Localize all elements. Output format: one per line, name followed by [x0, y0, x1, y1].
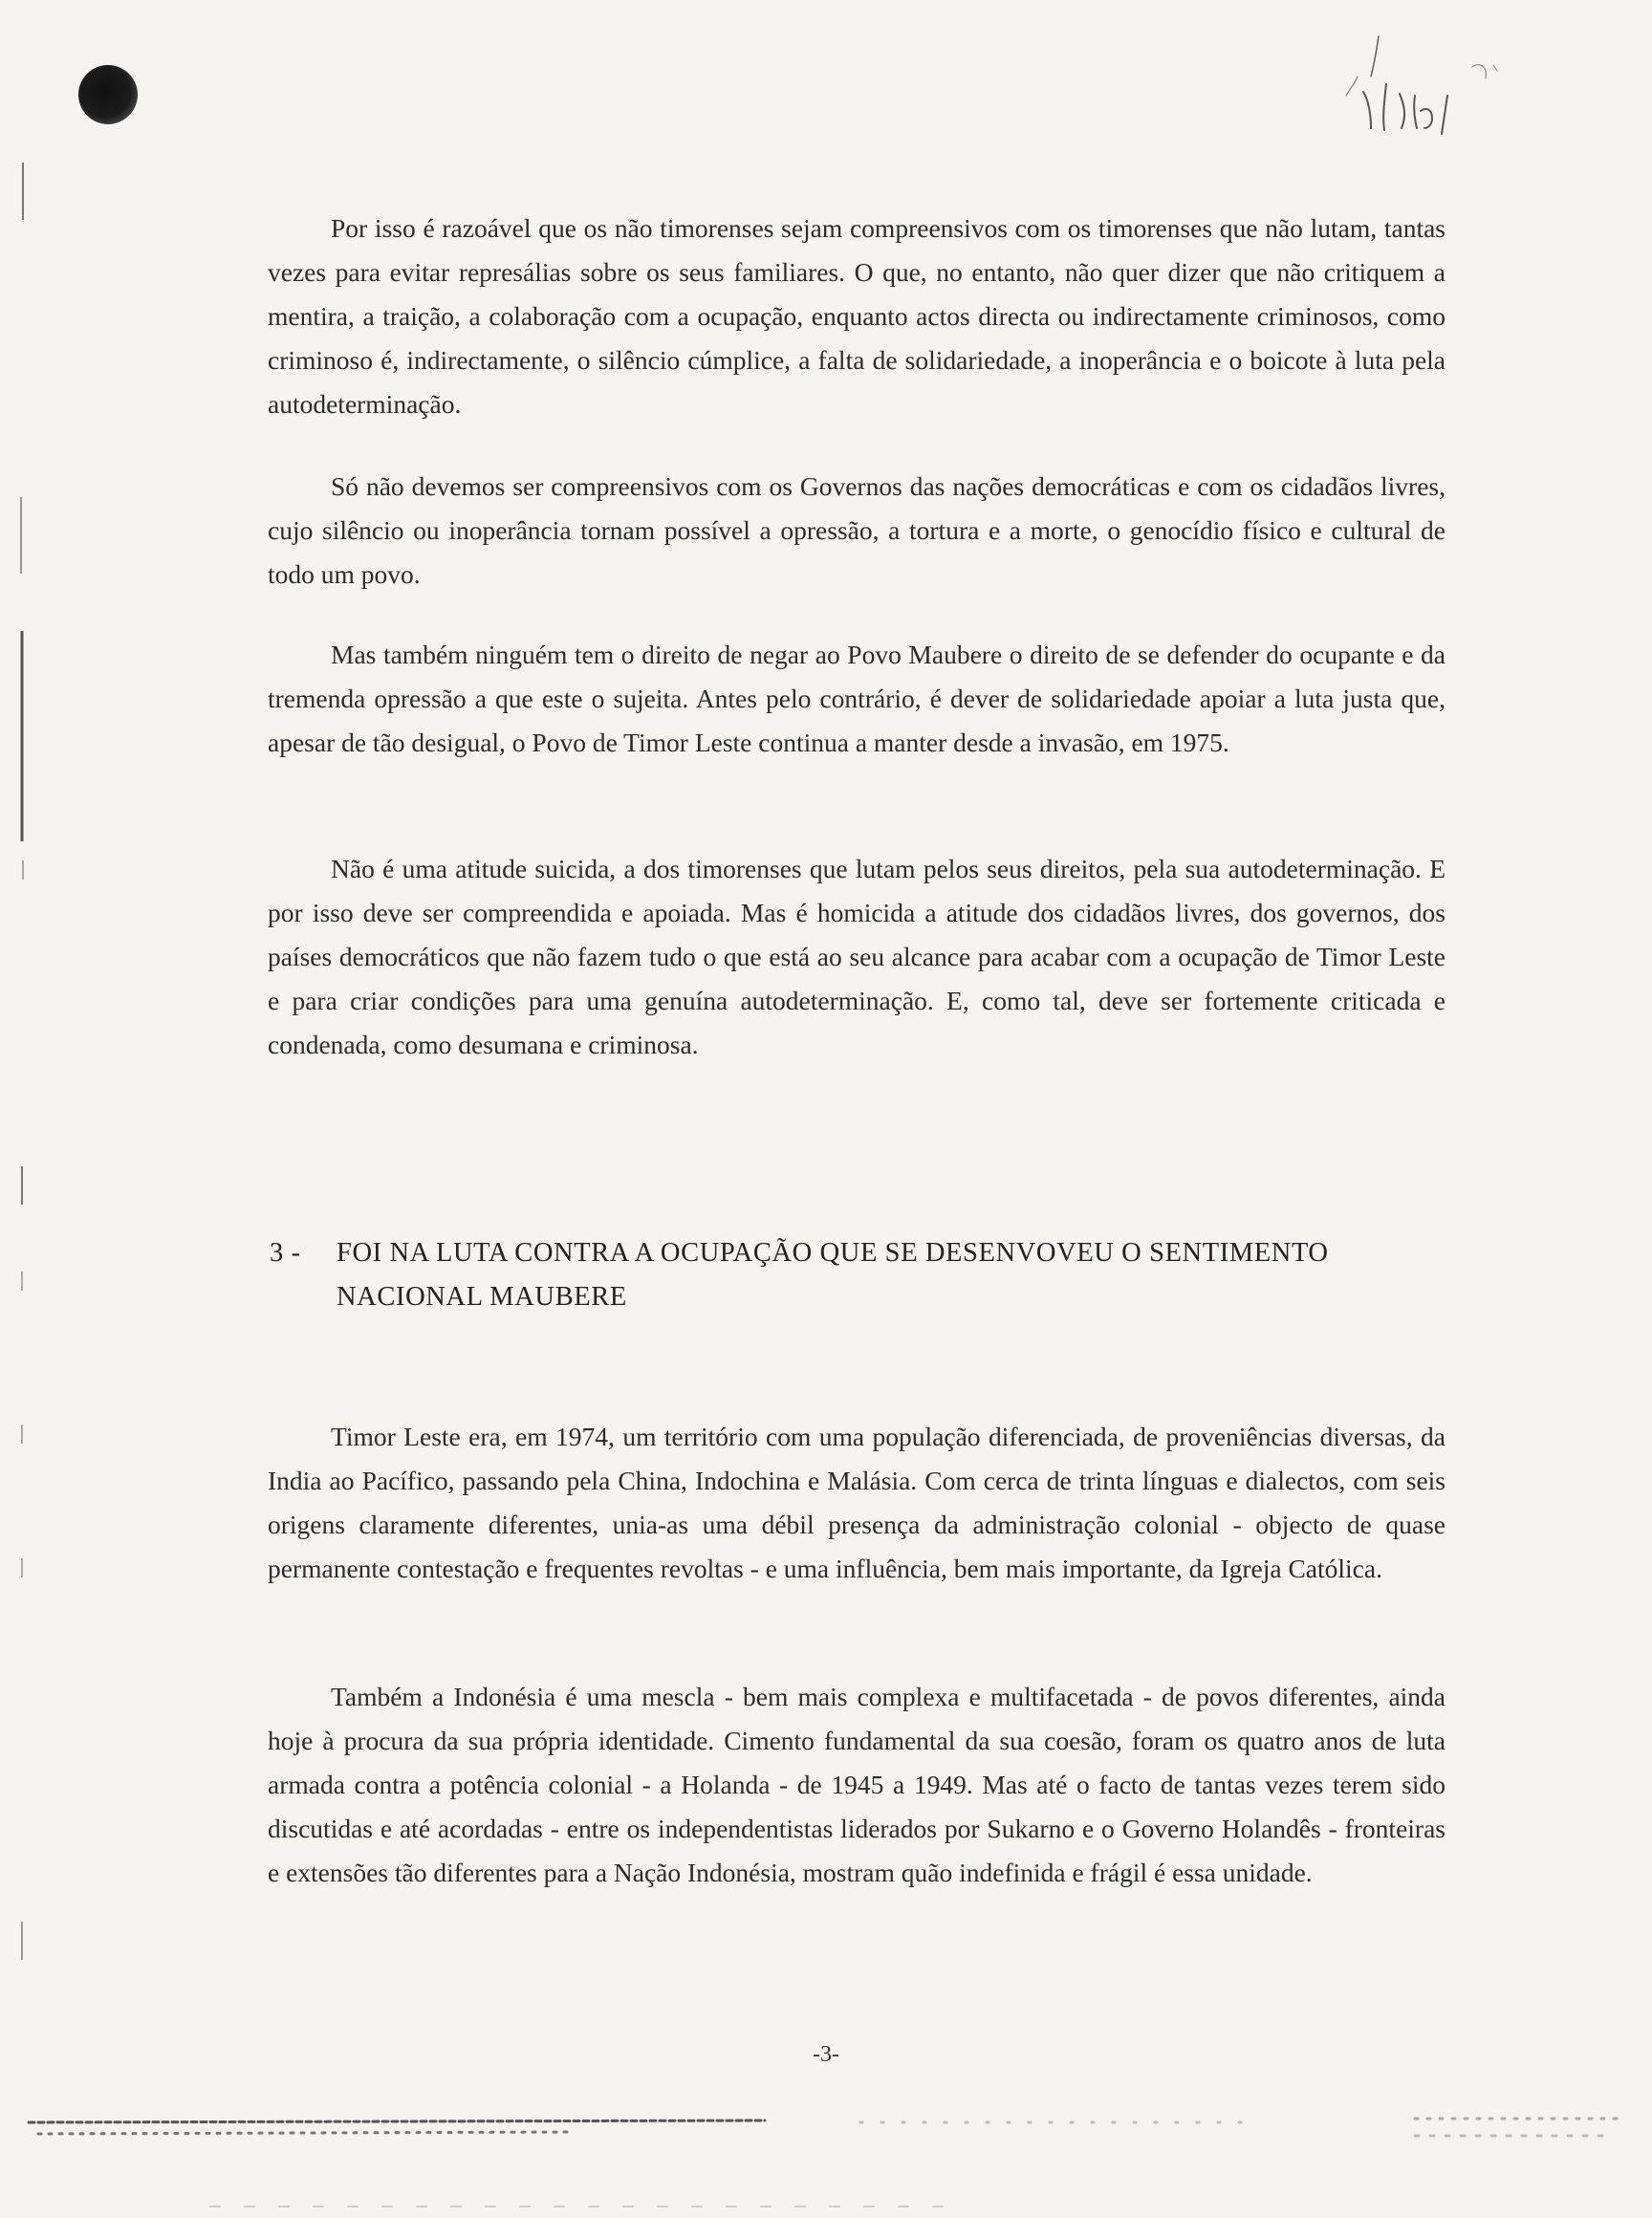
punch-hole-mark	[78, 65, 138, 124]
handwritten-annotation	[1329, 29, 1549, 143]
paragraph-1: Por isso é razoável que os não timorenses sejam compreensivos com os timorenses que não lutam, tantas vezes para evitar represálias sobre os seus familiares. O que, no entanto, não quer dizer que não critiquem a mentira, a traição, a colaboração com a ocupação, enquanto actos directa ou indirectamente criminosos, como criminoso é, indirectamente, o silêncio cúmplice, a falta de solidariedade, a inoperância e o boicote à luta pela autodeterminação.	[268, 213, 1446, 419]
paragraph-6: Também a Indonésia é uma mescla - bem mais complexa e multifacetada - de povos diferentes, ainda hoje à procura da sua própria identidade. Cimento fundamental da sua coesão, foram os quatro anos de luta armada contra a potência colonial - a Holanda - de 1945 a 1949. Mas até o facto de tantas vezes terem sido discutidas e até acordadas - entre os independentistas liderados por Sukarno e o Governo Holandês - fronteiras e extensões tão diferentes para a Nação Indonésia, mostram quão indefinida e frágil é essa unidade.	[268, 1682, 1446, 1887]
scan-noise-footer	[0, 2084, 1652, 2218]
page-number: -3-	[813, 2042, 839, 2067]
paragraph-3: Mas também ninguém tem o direito de negar ao Povo Maubere o direito de se defender do ocupante e da tremenda opressão a que este o sujeita. Antes pelo contrário, é dever de solidariedade apoiar a luta justa que, apesar de tão desigual, o Povo de Timor Leste continua a manter desde a invasão, em 1975.	[268, 640, 1446, 757]
section-heading	[270, 1231, 1455, 1319]
paragraph-4: Não é uma atitude suicida, a dos timorenses que lutam pelos seus direitos, pela sua autodeterminação. E por isso deve ser compreendida e apoiada. Mas é homicida a atitude dos cidadãos livres, dos governos, dos países democráticos que não fazem tudo o que está ao seu alcance para acabar com a ocupação de Timor Leste e para criar condições para uma genuína autodeterminação. E, como tal, deve ser fortemente criticada e condenada, como desumana e criminosa.	[268, 854, 1446, 1059]
paragraph-2: Só não devemos ser compreensivos com os Governos das nações democráticas e com os cidadãos livres, cujo silêncio ou inoperância tornam possível a opressão, a tortura e a morte, o genocídio físico e cultural de todo um povo.	[268, 471, 1446, 589]
section-number: 3 -	[270, 1238, 301, 1268]
scan-edge-marks	[13, 153, 33, 1969]
section-title: FOI NA LUTA CONTRA A OCUPAÇÃO QUE SE DESENVOVEU O SENTIMENTO NACIONAL MAUBERE	[337, 1238, 1329, 1312]
paragraph-5: Timor Leste era, em 1974, um território com uma população diferenciada, de proveniências diversas, da India ao Pacífico, passando pela China, Indochina e Malásia. Com cerca de trinta línguas e dialectos, com seis origens claramente diferentes, unia-as uma débil presença da administração colonial - objecto de quase permanente contestação e frequentes revoltas - e uma influência, bem mais importante, da Igreja Católica.	[268, 1422, 1446, 1583]
